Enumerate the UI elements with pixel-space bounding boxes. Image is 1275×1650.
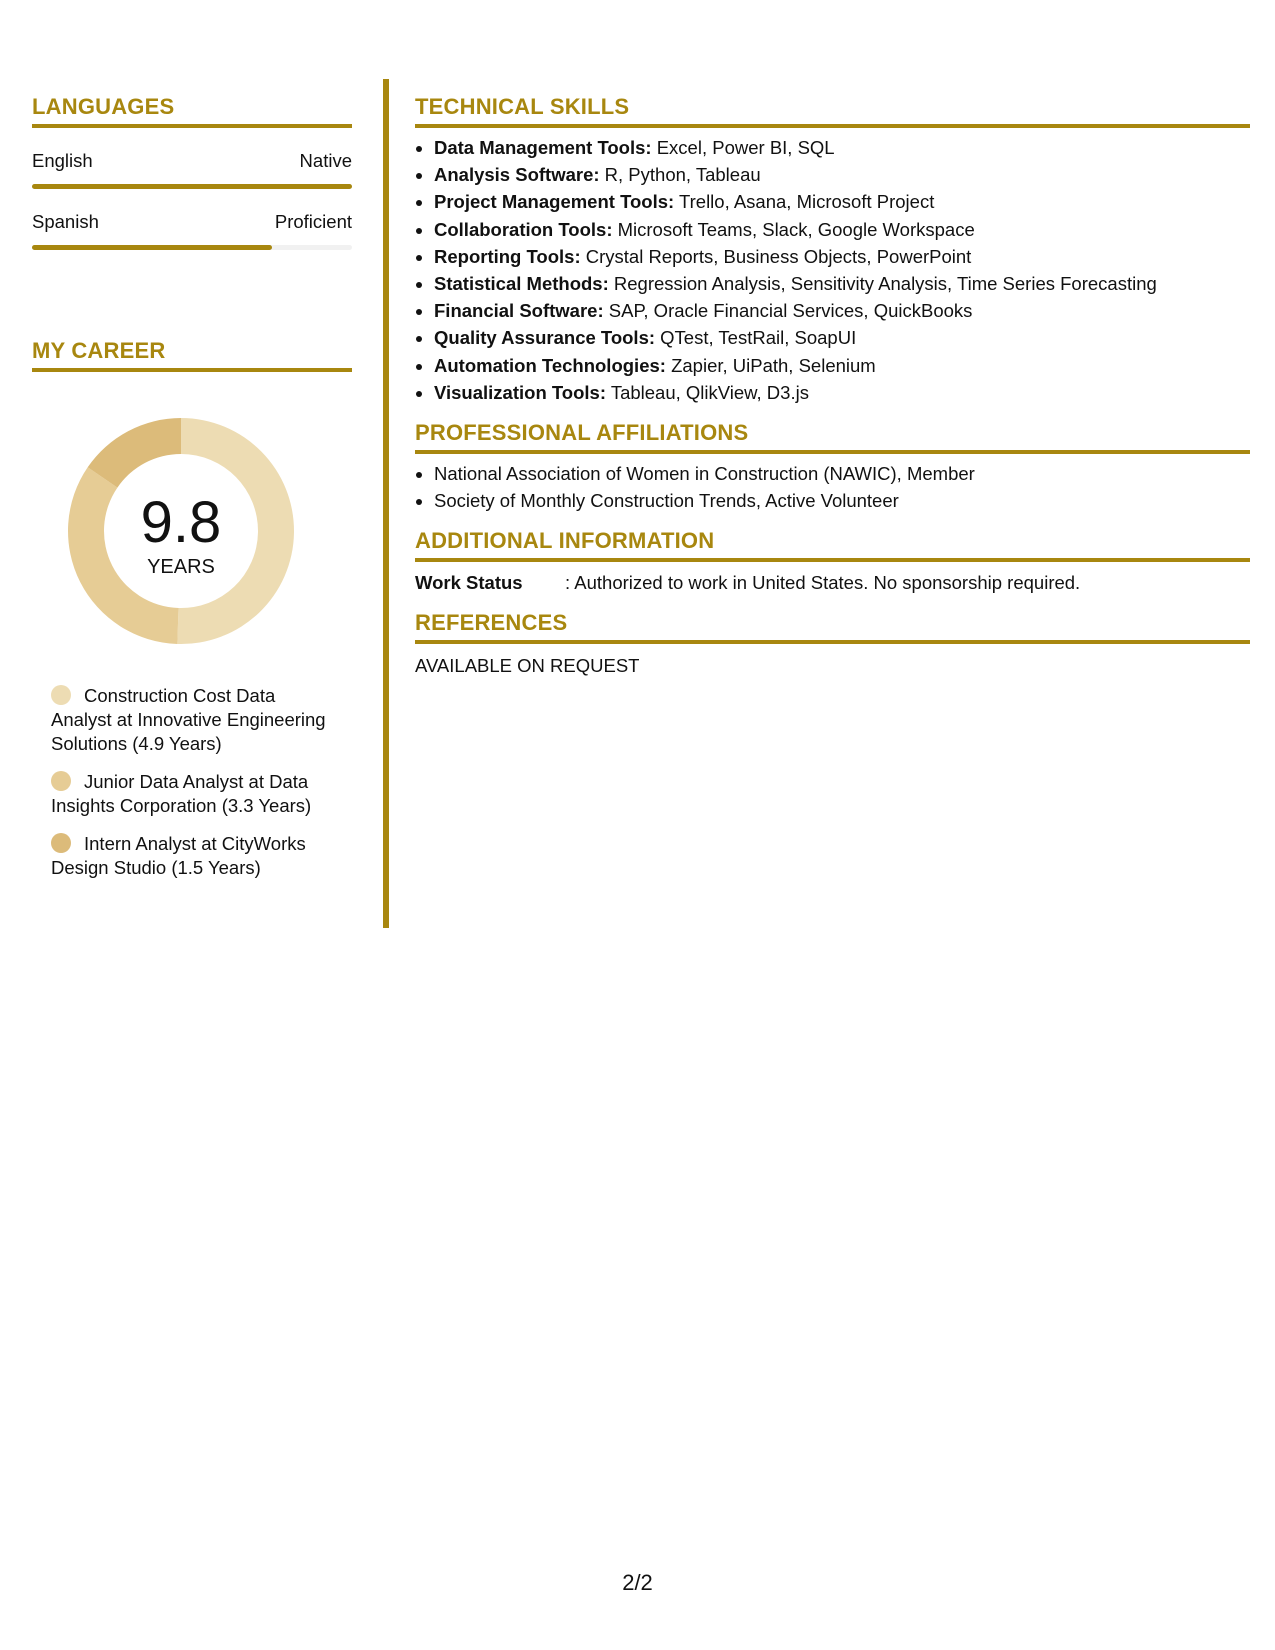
languages-list (32, 150, 352, 250)
affiliations-section (415, 406, 1250, 514)
career-total-years: 9.8 (140, 490, 222, 555)
work-status-value: : Authorized to work in United States. No sponsorship required. (565, 572, 1081, 594)
skill-values: QTest, TestRail, SoapUI (655, 327, 857, 349)
skill-values: SAP, Oracle Financial Services, QuickBooks (603, 300, 973, 322)
language-level: Proficient (274, 211, 352, 232)
legend-dot-icon (51, 685, 71, 705)
donut-center (66, 416, 296, 646)
references-section (415, 596, 1250, 679)
language-item (32, 211, 352, 250)
career-legend-label: Intern Analyst at CityWorks Design Studio (1.5 Years) (51, 833, 306, 878)
affiliation-item: • National Association of Women in Construction (NAWIC), Member (434, 460, 1250, 487)
work-status-label: Work Status (415, 572, 523, 594)
language-proficiency-bar (32, 245, 352, 250)
career-legend (51, 684, 336, 880)
skill-values: Zapier, UiPath, Selenium (665, 354, 876, 376)
work-status-row (415, 570, 1250, 596)
skill-item (434, 134, 1250, 161)
skill-item (434, 161, 1250, 188)
skill-values: Crystal Reports, Business Objects, PowerPoint (580, 245, 972, 267)
languages-section (32, 80, 352, 250)
technical-skills-heading: TECHNICAL SKILLS (415, 80, 1250, 128)
references-text: AVAILABLE ON REQUEST (415, 655, 640, 677)
skill-category: Project Management Tools: (434, 191, 675, 213)
skill-item (434, 379, 1250, 406)
skill-category: Analysis Software: (434, 164, 600, 186)
language-name: Spanish (32, 211, 99, 232)
language-proficiency-fill (32, 184, 352, 189)
skill-item (434, 297, 1250, 324)
skill-category: Quality Assurance Tools: (434, 327, 656, 349)
skill-category: Automation Technologies: (434, 354, 666, 376)
language-row (32, 150, 352, 172)
legend-dot-icon (51, 833, 71, 853)
language-proficiency-bar (32, 184, 352, 189)
career-legend-item (51, 684, 336, 756)
skill-item (434, 270, 1250, 297)
skill-item (434, 352, 1250, 379)
technical-skills-section (415, 80, 1250, 406)
additional-info-heading: ADDITIONAL INFORMATION (415, 514, 1250, 562)
skill-item (434, 243, 1250, 270)
skill-values: Microsoft Teams, Slack, Google Workspace (612, 218, 975, 240)
language-proficiency-fill (32, 245, 272, 250)
references-heading: REFERENCES (415, 596, 1250, 644)
language-row (32, 211, 352, 233)
skill-item (434, 216, 1250, 243)
skill-values: Trello, Asana, Microsoft Project (674, 191, 935, 213)
legend-dot-icon (51, 771, 71, 791)
left-column (32, 80, 352, 894)
skill-category: Collaboration Tools: (434, 218, 613, 240)
skill-category: Reporting Tools: (434, 245, 581, 267)
skill-category: Statistical Methods: (434, 273, 609, 295)
technical-skills-list (415, 134, 1250, 406)
languages-heading: LANGUAGES (32, 80, 352, 128)
additional-info-section (415, 514, 1250, 596)
skill-category: Visualization Tools: (434, 381, 607, 403)
skill-values: R, Python, Tableau (599, 164, 761, 186)
affiliations-list (415, 460, 1250, 514)
affiliations-heading: PROFESSIONAL AFFILIATIONS (415, 406, 1250, 454)
career-legend-label: Construction Cost Data Analyst at Innovative Engineering Solutions (4.9 Years) (51, 685, 326, 754)
career-legend-label: Junior Data Analyst at Data Insights Corporation (3.3 Years) (51, 771, 312, 816)
career-donut-chart (66, 416, 296, 646)
skill-values: Excel, Power BI, SQL (651, 137, 835, 158)
page-number: 2/2 (622, 1570, 653, 1595)
career-section (32, 324, 352, 880)
right-column (415, 80, 1250, 679)
language-name: English (32, 150, 93, 171)
column-divider (383, 79, 389, 928)
skill-values: Tableau, QlikView, D3.js (606, 381, 809, 403)
language-level: Native (299, 150, 352, 171)
career-legend-item (51, 770, 336, 818)
career-heading: MY CAREER (32, 324, 352, 372)
career-years-unit: YEARS (147, 556, 215, 578)
career-legend-item (51, 832, 336, 880)
affiliation-item: • Society of Monthly Construction Trends, Active Volunteer (434, 487, 1250, 514)
skill-item (434, 324, 1250, 351)
skill-values: Regression Analysis, Sensitivity Analysis, Time Series Forecasting (608, 273, 1157, 295)
skill-item (434, 188, 1250, 215)
language-item (32, 150, 352, 189)
skill-category: Financial Software: (434, 300, 604, 322)
skill-category: Data Management Tools: (434, 137, 652, 158)
